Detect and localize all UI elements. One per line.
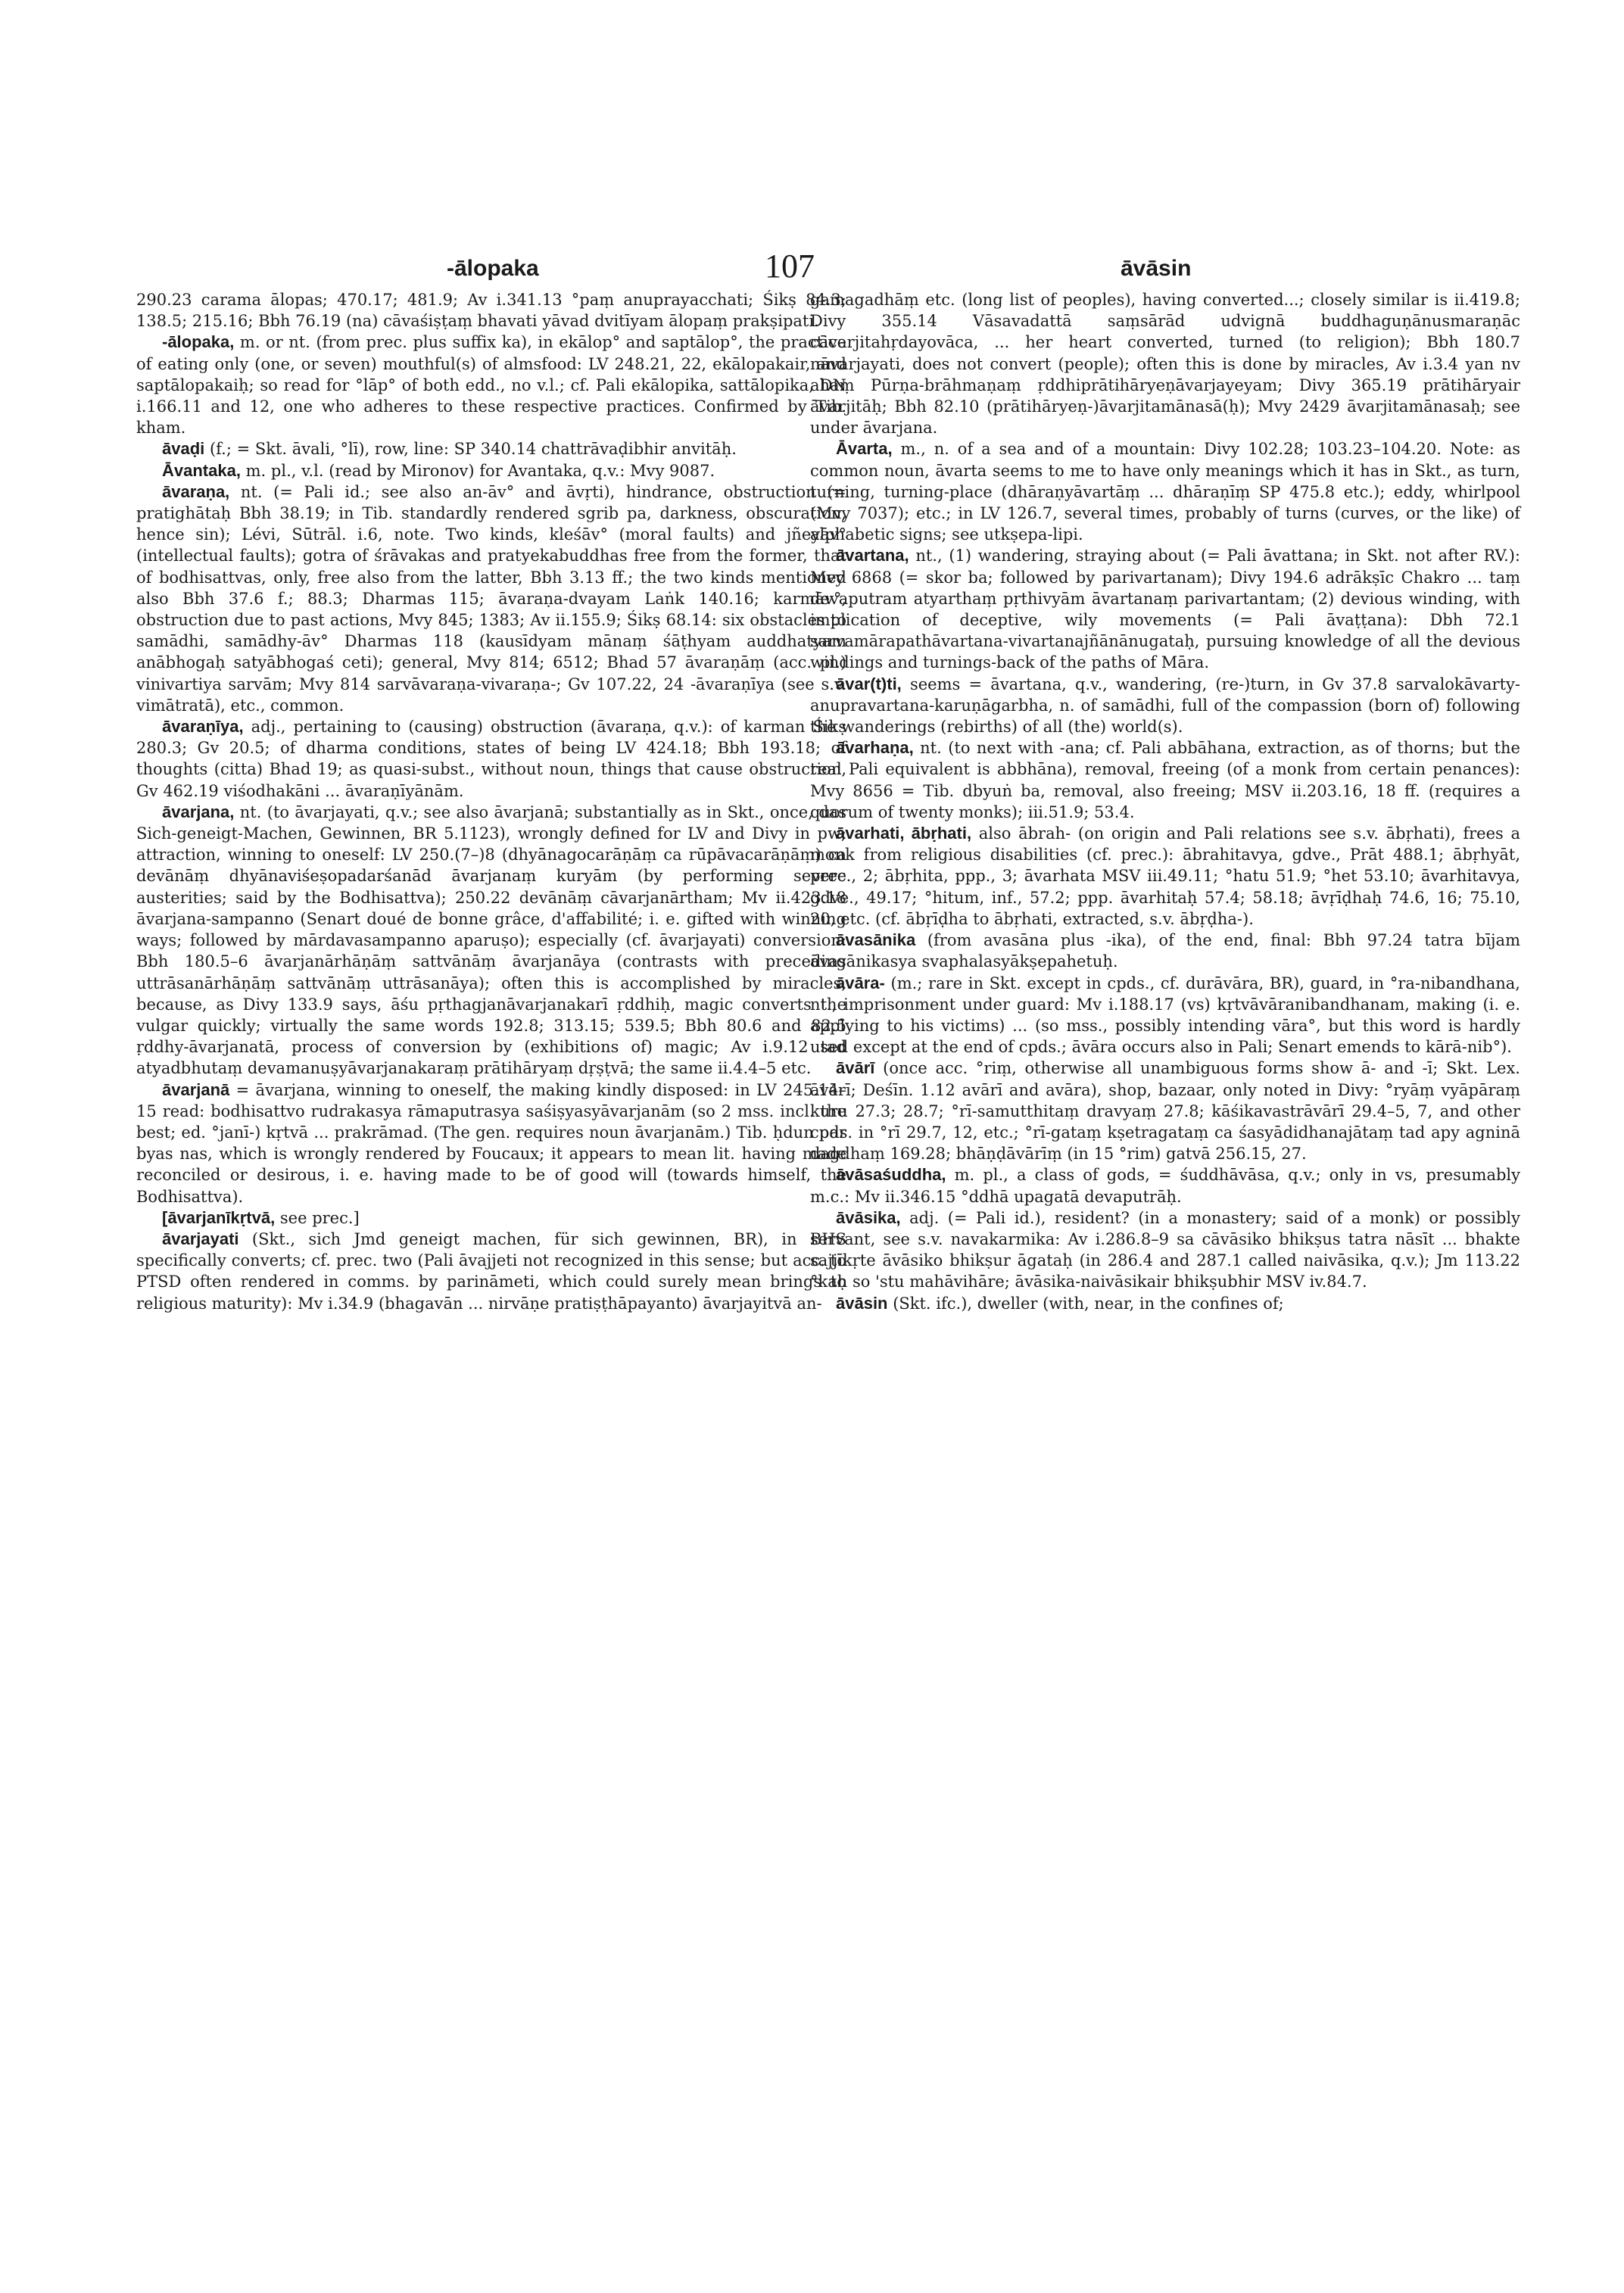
entry-headword: āvasānika xyxy=(836,930,916,950)
dictionary-entry xyxy=(136,481,846,716)
dictionary-entry xyxy=(136,460,846,481)
entry-definition: (Skt. ifc.), dweller (with, near, in the confines of; xyxy=(893,1294,1284,1313)
entry-definition: m. pl., v.l. (read by Mironov) for Avantaka, q.v.: Mvy 9087. xyxy=(245,461,715,480)
running-header xyxy=(0,241,1624,286)
entry-headword: āvarjanā xyxy=(162,1080,230,1099)
dictionary-entry xyxy=(810,1058,1520,1164)
entry-headword: āvārī xyxy=(836,1058,875,1078)
dictionary-entry xyxy=(810,1164,1520,1207)
entry-headword: āvāsaśuddha, xyxy=(836,1165,946,1185)
entry-definition: = āvarjana, winning to oneself, the making kindly disposed: in LV 245.14–15 read: bodhisattvo rudrakasya rāmaputrasya saśiṣyasyāvarjanām (so 2 mss. incl. the best; ed. °janī-) kṛtvā ... prakrāmad. (The gen. requires noun āvarjanām.) Tib. ḥdun par byas nas, which is wrongly rendered by Foucaux; it appears to mean lit. having made reconciled or desirous, i. e. having made to be of good will (towards himself, the Bodhisattva). xyxy=(136,1080,846,1206)
entry-definition: (once acc. °riṃ, otherwise all unambiguous forms show ā- and -ī; Skt. Lex. āvārī; Deśīn. 1.12 avārī and avāra), shop, bazaar, only noted in Divy: °ryāṃ vyāpāraṃ kuru 27.3; 28.7; °rī-samutthitaṃ dravyaṃ 27.8; kāśikavastrāvārī 29.4–5, 7, and other cpds. in °rī 29.7, 12, etc.; °rī-gataṃ kṣetragataṃ ca śasyādidhanajātaṃ tad apy agninā dagdhaṃ 169.28; bhāṇḍāvārīṃ (in 15 °rim) gatvā 256.15, 27. xyxy=(810,1059,1520,1164)
dictionary-entry xyxy=(810,930,1520,972)
dictionary-entry xyxy=(810,1293,1520,1314)
dictionary-entry xyxy=(136,1080,846,1207)
dictionary-entry xyxy=(136,802,846,1080)
entry-definition: also ābrah- (on origin and Pali relations see s.v. ābṛhati), frees a monk from religious disabilities (cf. prec.): ābrahitavya, gdve., Prāt 488.1; ābṛhyāt, prec., 2; ābṛhita, ppp., 3; āvarhata MSV iii.49.11; °hatu 51.9; °het 53.10; āvarhitavya, gdve., 49.17; °hitum, inf., 57.2; ppp. āvarhitaḥ 57.4; 58.18; āvṛīḍhaḥ 74.6, 16; 75.10, 20, etc. (cf. ābṛīḍha to ābṛhati, extracted, s.v. ābṛḍha-). xyxy=(810,824,1520,928)
entry-definition: nt. (to āvarjayati, q.v.; see also āvarjanā; substantially as in Skt., once, das Sich-geneigt-Machen, Gewinnen, BR 5.1123), wrongly defined for LV and Divy in pw; attraction, winning to oneself: LV 250.(7–)8 (dhyānagocarāṇāṃ ca rūpāvacarāṇāṃ) ca devānāṃ dhyānaviśeṣopadarśanād āvarjanaṃ kuryām (by performing severe austerities; said by the Bodhisattva); 250.22 devānāṃ cāvarjanārtham; Mv ii.423.18 āvarjana-sampanno (Senart doué de bonne grâce, d'affabilité; i. e. gifted with winning ways; followed by mārdavasampanno aparuṣo); especially (cf. āvarjayati) conversion: Bbh 180.5–6 āvarjanārhāṇāṃ sattvānāṃ āvarjanāya (contrasts with preceding uttrāsanārhāṇāṃ sattvānāṃ uttrāsanāya); often this is accomplished by miracles, because, as Divy 133.9 says, āśu pṛthagjanāvarjanakarī ṛddhiḥ, magic converts the vulgar quickly; virtually the same words 192.8; 313.15; 539.5; Bbh 80.6 and 82.5 ṛddhy-āvarjanatā, process of conversion by (exhibitions of) magic; Av i.9.12 tad atyadbhutaṃ devamanuṣyāvarjanakaraṃ prātihāryaṃ dṛṣṭvā; the same ii.4.4–5 etc. xyxy=(136,802,846,1078)
entry-definition: m., n. of a sea and of a mountain: Divy 102.28; 103.23–104.20. Note: as common noun, āvarta seems to me to have only meanings which it has in Skt., as turn, turning, turning-place (dhāraṇyāvartāṃ ... dhāraṇīṃ SP 475.8 etc.); eddy, whirlpool (Mvy 7037); etc.; in LV 126.7, several times, probably of turns (curves, or the like) of alphabetic signs; see utkṣepa-lipi. xyxy=(810,440,1520,544)
right-column xyxy=(810,289,1520,1314)
entry-headword: āvarhati, ābṛhati, xyxy=(836,824,972,843)
entry-headword: [āvarjanīkṛtvā, xyxy=(162,1207,276,1227)
dictionary-entry xyxy=(810,737,1520,823)
entry-definition: m. or nt. (from prec. plus suffix ka), in ekālop° and saptālop°, the practice of eating only (one, or seven) mouthful(s) of almsfood: LV 248.21, 22, ekālopakair, and saptālopakaiḥ; so read for °lāp° of both edd., no v.l.; cf. Pali ekālopika, sattālopika, DN i.166.11 and 12, one who adheres to these respective practices. Confirmed by Tib. kham. xyxy=(136,333,846,438)
entry-definition: 290.23 carama ālopas; 470.17; 481.9; Av i.341.13 °paṃ anuprayacchati; Śikṣ 84.3; 138.5; 215.16; Bbh 76.19 (na) cāvaśiṣṭaṃ bhavati yāvad dvitīyam ālopaṃ prakṣipati. xyxy=(136,291,846,331)
entry-headword: Āvarta, xyxy=(836,439,893,459)
entry-headword: āvaraṇīya, xyxy=(162,717,244,737)
entry-definition: see prec.] xyxy=(279,1208,360,1227)
entry-headword: -ālopaka, xyxy=(162,332,235,352)
entry-headword: āvāra- xyxy=(836,973,885,992)
entry-definition: (m.; rare in Skt. except in cpds., cf. durāvāra, BR), guard, in °ra-nibandhana, nt., imprisonment under guard: Mv i.188.17 (vs) kṛtvāvāranibandhanam, making (i. e. applying to his victims) ... (so mss., possibly intending vāra°, but this word is hardly used except at the end of cpds.; āvāra occurs also in Pali; Senart emends to kārā-nib°). xyxy=(810,974,1520,1057)
entry-headword: āvāsika, xyxy=(836,1207,901,1227)
dictionary-entry xyxy=(810,545,1520,673)
entry-headword: āvarhaṇa, xyxy=(836,738,914,758)
entry-definition: adj. (= Pali id.), resident? (in a monastery; said of a monk) or possibly servant, see s.v. navakarmika: Av i.286.8–9 sa cāvāsiko bhikṣus tatra nāsīt ... bhakte sajjīkṛte āvāsiko bhikṣur āgataḥ (in 286.4 and 287.1 called naivāsika, q.v.); Jm 113.22 °kaḥ so 'stu mahāvihāre; āvāsika-naivāsikair bhikṣubhir MSV iv.84.7. xyxy=(810,1208,1520,1291)
dictionary-entry xyxy=(136,1229,846,1314)
left-column xyxy=(136,289,846,1314)
entry-headword: āvar(t)ti, xyxy=(836,674,902,693)
entry-headword: āvaḍi xyxy=(162,439,205,459)
dictionary-entry xyxy=(810,1207,1520,1293)
entry-definition: gamagadhāṃ etc. (long list of peoples), having converted...; closely similar is ii.419.8; Divy 355.14 Vāsavadattā saṃsārād udvignā buddhaguṇānusmaraṇāc cāvarjitahṛdayovāca, ... her heart converted, turned (to religion); Bbh 180.7 nāvarjayati, does not convert (people); often this is done by miracles, Av i.3.4 yan nv ahaṃ Pūrṇa-brāhmaṇaṃ ṛddhiprātihāryeṇāvarjayeyam; Divy 365.19 prātihāryair āvarjitāḥ; Bbh 82.10 (prātihāryeṇ-)āvarjitamānasā(ḥ); Mvy 2429 āvarjitamānasaḥ; see under āvarjana. xyxy=(810,291,1520,438)
entry-definition: (from avasāna plus -ika), of the end, final: Bbh 97.24 tatra bījam āvasānikasya svaphalasyākṣepahetuḥ. xyxy=(810,931,1520,971)
entry-definition: seems = āvartana, q.v., wandering, (re-)turn, in Gv 37.8 sarvalokāvarty-anupravartana-karuṇāgarbha, n. of samādhi, full of the compassion (born of) following the wanderings (rebirths) of all (the) world(s). xyxy=(810,675,1520,737)
dictionary-entry xyxy=(810,289,1520,438)
entry-definition: adj., pertaining to (causing) obstruction (āvaraṇa, q.v.): of karman Śikṣ 280.3; Gv 20.5; of dharma conditions, states of being LV 424.18; Bbh 193.18; of thoughts (citta) Bhad 19; as quasi-subst., without noun, things that cause obstruction, Gv 462.19 viśodhakāni ... āvaraṇīyānām. xyxy=(136,718,846,800)
left-guide-word: -ālopaka xyxy=(447,256,539,281)
right-guide-word: āvāsin xyxy=(1121,256,1192,281)
entry-headword: āvartana, xyxy=(836,546,909,565)
page-number: 107 xyxy=(765,248,815,285)
dictionary-entry xyxy=(810,438,1520,545)
dictionary-entry xyxy=(136,289,846,332)
entry-headword: Āvantaka, xyxy=(162,460,241,480)
dictionary-entry xyxy=(136,438,846,460)
entry-headword: āvarjayati xyxy=(162,1229,239,1248)
entry-headword: āvāsin xyxy=(836,1293,888,1313)
dictionary-entry xyxy=(136,1207,846,1229)
dictionary-entry xyxy=(810,823,1520,930)
dictionary-entry xyxy=(810,973,1520,1058)
entry-headword: āvaraṇa, xyxy=(162,481,230,501)
dictionary-entry xyxy=(136,716,846,802)
entry-definition: (Skt., sich Jmd geneigt machen, für sich gewinnen, BR), in BHS specifically converts; cf. prec. two (Pali āvajjeti not recognized in this sense; but acc. to PTSD often rendered in comms. by parināmeti, which could surely mean brings to religious maturity): Mv i.34.9 (bhagavān ... nirvāṇe pratiṣṭhāpayanto) āvarjayitvā an- xyxy=(136,1229,846,1313)
entry-definition: (f.; = Skt. āvali, °lī), row, line: SP 340.14 chattrāvaḍibhir anvitāḥ. xyxy=(209,440,737,459)
entry-headword: āvarjana, xyxy=(162,802,235,821)
entry-definition: nt. (to next with -ana; cf. Pali abbāhana, extraction, as of thorns; but the real Pali equivalent is abbhāna), removal, freeing (of a monk from certain penances): Mvy 8656 = Tib. dbyuṅ ba, removal, also freeing; MSV ii.203.16, 18 ff. (requires a quorum of twenty monks); iii.51.9; 53.4. xyxy=(810,739,1520,821)
entry-definition: nt., (1) wandering, straying about (= Pali āvattana; in Skt. not after RV.): Mvy 6868 (= skor ba; followed by parivartanam); Divy 194.6 adrākṣīc Chakro ... taṃ devaputram atyarthaṃ pṛthivyām āvartanaṃ parivartantam; (2) devious winding, with implication of deceptive, wily movements (= Pali āvaṭṭana): Dbh 72.1 sarvamārapathāvartana-vivartanajñānānugataḥ, pursuing knowledge of all the devious windings and turnings-back of the paths of Māra. xyxy=(810,547,1520,672)
entry-definition: nt. (= Pali id.; see also an-āv° and āvṛti), hindrance, obstruction (= pratighātaḥ Bbh 38.19; in Tib. standardly rendered sgrib pa, darkness, obscuration, hence sin); Lévi, Sūtrāl. i.6, note. Two kinds, kleśāv° (moral faults) and jñeyāv° (intellectual faults); gotra of śrāvakas and pratyekabuddhas free from the former, that of bodhisattvas, only, free also from the latter, Bbh 3.13 ff.; the two kinds mentioned also Bbh 37.6 f.; 88.3; Dharmas 115; āvaraṇa-dvayam Laṅk 140.16; karmāv°, obstruction due to past actions, Mvy 845; 1383; Av ii.155.9; Śikṣ 68.14: six obstacles to samādhi, samādhy-āv° Dharmas 118 (kausīdyam mānaṃ śāṭhyam auddhatyam anābhogaḥ satyābhogaś ceti); general, Mvy 814; 6512; Bhad 57 āvaraṇāṃ (acc. pl.) vinivartiya sarvām; Mvy 814 sarvāvaraṇa-vivaraṇa-; Gv 107.22, 24 -āvaraṇīya (see s.v. vimātratā), etc., common. xyxy=(136,482,846,715)
entry-definition: m. pl., a class of gods, = śuddhāvāsa, q.v.; only in vs, presumably m.c.: Mv ii.346.15 °ddhā upagatā devaputrāḥ. xyxy=(810,1166,1520,1206)
dictionary-entry xyxy=(136,332,846,438)
dictionary-entry xyxy=(810,674,1520,738)
